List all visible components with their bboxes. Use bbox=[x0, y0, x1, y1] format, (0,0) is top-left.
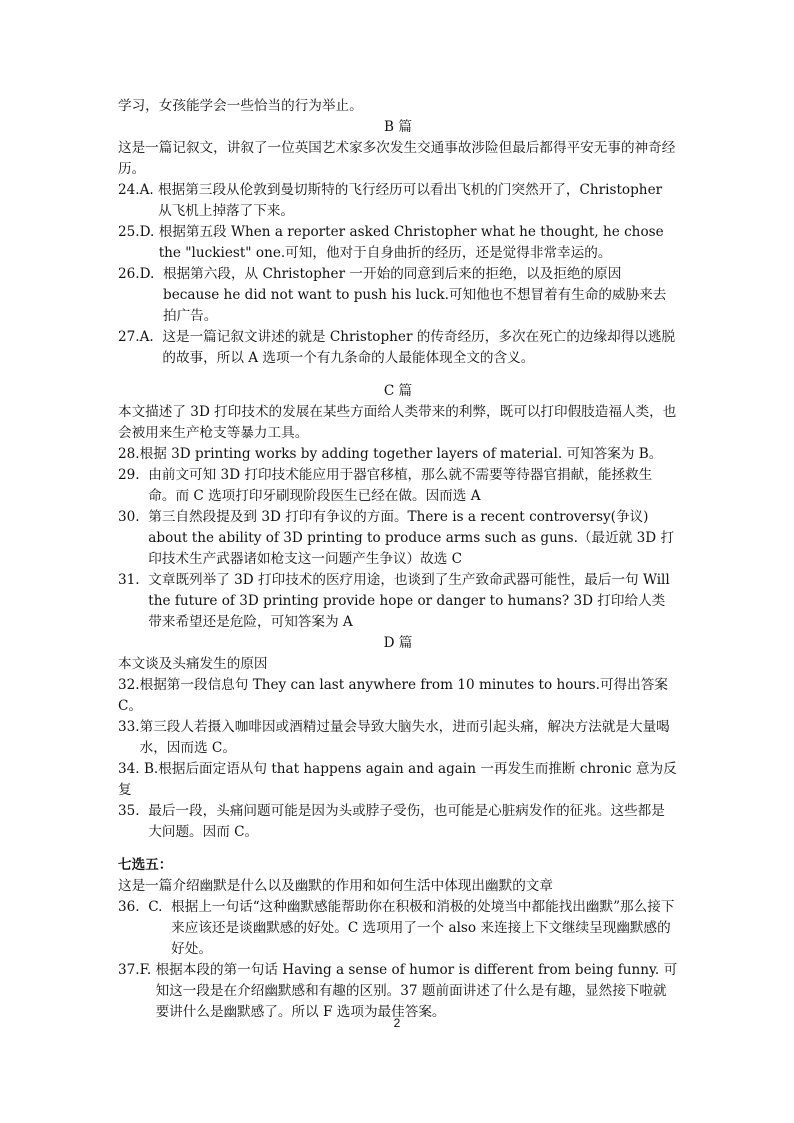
answer-number: 29. bbox=[118, 467, 149, 483]
answer-25 bbox=[118, 222, 678, 264]
section-c-title: C 篇 bbox=[383, 383, 413, 399]
answer-37 bbox=[118, 960, 678, 1023]
section-seven-choose-five-intro: 这是一篇介绍幽默是什么以及幽默的作用和如何生活中体现出幽默的文章 bbox=[118, 878, 553, 894]
answer-36 bbox=[118, 897, 678, 960]
section-seven-choose-five-title: 七选五： bbox=[118, 857, 173, 873]
answer-33 bbox=[118, 717, 678, 759]
answer-text: 这是一篇记叙文讲述的就是 Christopher 的传奇经历，多次在死亡的边缘却得以逃脱的故事，所以 A 选项一个有九条命的人最能体现全文的含义。 bbox=[162, 329, 676, 366]
answer-number: 37.F. bbox=[118, 962, 156, 978]
answer-text: 根据上一句话“这种幽默感能帮助你在积极和消极的处境当中都能找出幽默”那么接下来应该还是谈幽默感的好处。C 选项用了一个 also 来连接上下文继续呈现幽默感的好处。 bbox=[171, 899, 675, 957]
section-b-title: B 篇 bbox=[384, 119, 412, 135]
answer-32: 32.根据第一段信息句 They can last anywhere from 10 minutes to hours.可得出答案 C。 bbox=[118, 677, 668, 714]
answer-number: 35. bbox=[118, 803, 149, 819]
answer-number: 25.D. bbox=[118, 224, 159, 240]
answer-text: 根据第六段，从 Christopher 一开始的同意到后来的拒绝，以及拒绝的原因 because he did not want to push his luck.可知他也不想冒着有生命的威胁来去拍广告。 bbox=[163, 266, 667, 324]
text-line: 学习，女孩能学会一些恰当的行为举止。 bbox=[118, 98, 363, 114]
answer-text: 最后一段，头痛问题可能是因为头或脖子受伤，也可能是心脏病发作的征兆。这些都是大问题。因而 C。 bbox=[148, 803, 665, 840]
answer-number: 31. bbox=[118, 572, 149, 588]
section-c-intro: 本文描述了 3D 打印技术的发展在某些方面给人类带来的利弊，既可以打印假肢造福人类，也会被用来生产枪支等暴力工具。 bbox=[118, 404, 677, 441]
answer-number: 30. bbox=[118, 509, 149, 525]
answer-34: 34. B.根据后面定语从句 that happens again and again 一再发生而推断 chronic 意为反复 bbox=[118, 761, 677, 798]
page-number: 2 bbox=[393, 1016, 401, 1030]
answer-number: 33. bbox=[118, 719, 140, 735]
answer-number: 24.A. bbox=[118, 182, 159, 198]
answer-29 bbox=[118, 465, 678, 507]
answer-24 bbox=[118, 180, 678, 222]
answer-number: 26.D. bbox=[118, 266, 163, 282]
answer-35 bbox=[118, 801, 678, 843]
answer-text: 由前文可知 3D 打印技术能应用于器官移植，那么就不需要等待器官捐献，能拯救生命。而 C 选项打印牙刷现阶段医生已经在做。因而选 A bbox=[148, 467, 653, 504]
answer-explanations bbox=[118, 96, 678, 1023]
answer-number: 36. C. bbox=[118, 899, 172, 915]
answer-number: 27.A. bbox=[118, 329, 163, 345]
answer-text: 第三段人若摄入咖啡因或酒精过量会导致大脑失水，进而引起头痛，解决方法就是大量喝水，因而选 C。 bbox=[139, 719, 670, 756]
answer-31 bbox=[118, 570, 678, 633]
answer-text: 文章既列举了 3D 打印技术的医疗用途，也谈到了生产致命武器可能性，最后一句 Will the future of 3D printing provide hope or danger to humans? 3D 打印给人类带来希望还是危险，可知答案为 A bbox=[148, 572, 670, 630]
answer-text: 第三自然段提及到 3D 打印有争议的方面。There is a recent controversy(争议) about the ability of 3D printing to produce arms such as guns.（最近就 3D 打印技术生产武器诸如枪支这一问题产生争议）故选 C bbox=[148, 509, 675, 567]
answer-text: 根据第五段 When a reporter asked Christopher what he thought, he chose the "luckiest" one.可知，他对于自身曲折的经历，还是觉得非常幸运的。 bbox=[158, 224, 664, 261]
answer-28: 28.根据 3D printing works by adding together layers of material. 可知答案为 B。 bbox=[118, 446, 663, 462]
answer-30 bbox=[118, 507, 678, 570]
section-d-title: D 篇 bbox=[383, 635, 413, 651]
section-b-intro: 这是一篇记叙文，讲叙了一位英国艺术家多次发生交通事故涉险但最后都得平安无事的神奇经历。 bbox=[118, 140, 676, 177]
answer-text: 根据第三段从伦敦到曼切斯特的飞行经历可以看出飞机的门突然开了，Christopher 从飞机上掉落了下来。 bbox=[158, 182, 663, 219]
answer-text: 根据本段的第一句话 Having a sense of humor is different from being funny. 可知这一段是在介绍幽默感和有趣的区别。37 题前面讲述了什么是有趣，显然接下啦就要讲什么是幽默感了。所以 F 选项为最佳答案。 bbox=[155, 962, 678, 1020]
section-d-intro: 本文谈及头痛发生的原因 bbox=[118, 656, 268, 672]
answer-26 bbox=[118, 264, 678, 327]
answer-27 bbox=[118, 327, 678, 369]
